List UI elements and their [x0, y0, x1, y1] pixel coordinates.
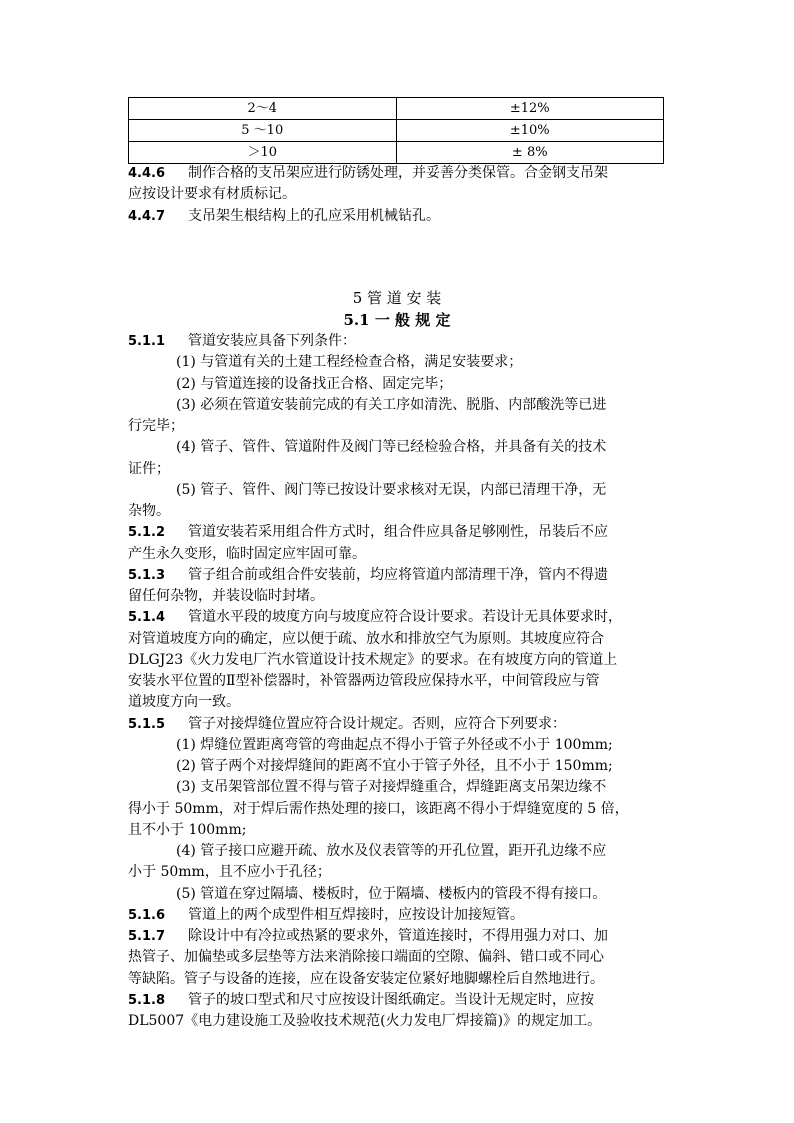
clause-number: 4.4.6 — [128, 166, 166, 181]
text-line — [128, 862, 673, 882]
line-text: 管子的坡口型式和尺寸应按设计图纸确定。当设计无规定时，应按 — [188, 991, 594, 1008]
clause-line — [128, 206, 673, 227]
clause-line — [128, 522, 673, 543]
range-cell: ＞10 — [129, 142, 397, 164]
clause-number: 5.1.2 — [128, 525, 166, 541]
clause-line — [128, 163, 673, 184]
range-cell: 5 ～10 — [129, 120, 397, 142]
line-text: 管道水平段的坡度方向与坡度应符合设计要求。若设计无具体要求时， — [188, 609, 622, 626]
line-text: DLGJ23《火力发电厂汽水管道设计技术规定》的要求。在有坡度方向的管道上 — [128, 651, 618, 668]
text-line — [128, 799, 673, 819]
line-text: (5) 管子、管件、阀门等已按设计要求核对无误，内部已清理干净，无 — [176, 481, 607, 498]
clause-number: 5.1.3 — [128, 567, 166, 583]
text-line — [176, 735, 673, 755]
line-text: 安装水平位置的Ⅱ型补偿器时，补管器两边管段应保持水平，中间管段应与管 — [128, 673, 600, 689]
line-text: 管道安装应具备下列条件： — [188, 333, 356, 349]
range-cell: 2～4 — [129, 98, 397, 120]
text-line — [176, 480, 673, 500]
text-line — [176, 884, 673, 904]
text-line — [128, 184, 673, 204]
clause-line — [128, 905, 673, 926]
tolerance-cell: ±12% — [396, 98, 664, 120]
line-text: 证件； — [128, 460, 170, 477]
line-text: 热管子、加偏垫或多层垫等方法来消除接口端面的空隙、偏斜、错口或不同心 — [128, 949, 604, 966]
text-line — [128, 586, 673, 606]
section-title — [0, 309, 794, 331]
line-text: 行完毕； — [128, 418, 184, 434]
line-text: DL5007《电力建设施工及验收技术规范(火力发电厂焊接篇)》的规定加工。 — [128, 1013, 602, 1029]
line-text: (3) 支吊架管部位置不得与管子对接焊缝重合，焊缝距离支吊架边缘不 — [176, 779, 607, 796]
text-line — [176, 352, 673, 372]
line-text: 应按设计要求有材质标记。 — [128, 186, 296, 202]
chapter-title: 5 管 道 安 装 — [352, 289, 442, 307]
line-text: (2) 与管道连接的设备找正合格、固定完毕； — [176, 375, 453, 392]
table-row — [129, 120, 664, 142]
line-text: 支吊架生根结构上的孔应采用机械钻孔。 — [188, 208, 440, 224]
line-text: 等缺陷。管子与设备的连接，应在设备安装定位紧好地脚螺栓后自然地进行。 — [128, 970, 604, 987]
line-text: 管子对接焊缝位置应符合设计规定。否则，应符合下列要求： — [188, 715, 566, 732]
text-line — [128, 501, 673, 521]
section-title-text: 5.1 一 般 规 定 — [343, 311, 451, 329]
clause-number: 5.1.7 — [128, 929, 166, 944]
clause-number: 5.1.4 — [128, 610, 166, 626]
line-text: 管道上的两个成型件相互焊接时，应按设计加接短管。 — [188, 906, 524, 923]
line-text: (2) 管子两个对接焊缝间的距离不宜小于管子外径，且不小于 150mm; — [176, 758, 613, 774]
line-text: (4) 管子、管件、管道附件及阀门等已经检验合格，并具备有关的技术 — [176, 439, 607, 456]
clause-number: 5.1.5 — [128, 716, 166, 732]
clause-number: 5.1.8 — [128, 992, 166, 1008]
text-line — [128, 650, 673, 670]
line-text: 对管道坡度方向的确定，应以便于疏、放水和排放空气为原则。其坡度应符合 — [128, 630, 604, 647]
line-text: (1) 焊缝位置距离弯管的弯曲起点不得小于管子外径或不小于 100mm; — [176, 736, 613, 753]
text-line — [128, 820, 673, 840]
text-line — [128, 1011, 673, 1031]
text-line — [128, 969, 673, 989]
text-line — [176, 756, 673, 776]
clause-line — [128, 331, 673, 352]
text-line — [128, 692, 673, 712]
line-text: 且不小于 100mm; — [128, 821, 247, 838]
line-text: 得小于 50mm，对于焊后需作热处理的接口，该距离不得小于焊缝宽度的 5 倍， — [128, 800, 629, 817]
line-text: (1) 与管道有关的土建工程经检查合格，满足安装要求； — [176, 354, 523, 371]
line-text: (4) 管子接口应避开疏、放水及仪表管等的开孔位置，距开孔边缘不应 — [176, 843, 607, 859]
clause-line — [128, 926, 673, 947]
clause-line — [128, 714, 673, 735]
line-text: 管道安装若采用组合件方式时，组合件应具备足够刚性，吊装后不应 — [188, 524, 608, 541]
line-text: 留任何杂物，并装设临时封堵。 — [128, 588, 324, 604]
clause-line — [128, 565, 673, 586]
text-line — [176, 777, 673, 797]
line-text: 道坡度方向一致。 — [128, 694, 240, 711]
line-text: (5) 管道在穿过隔墙、楼板时，位于隔墙、楼板内的管段不得有接口。 — [176, 885, 607, 902]
text-line — [128, 947, 673, 967]
line-text: 产生永久变形，临时固定应牢固可靠。 — [128, 545, 366, 562]
clause-number: 5.1.6 — [128, 907, 166, 923]
line-text: 制作合格的支吊架应进行防锈处理，并妥善分类保管。合金钢支吊架 — [188, 165, 608, 181]
text-line — [176, 437, 673, 457]
clause-line — [128, 990, 673, 1011]
text-line — [128, 544, 673, 564]
line-text: 除设计中有冷拉或热紧的要求外，管道连接时，不得用强力对口、加 — [188, 928, 608, 944]
table-row — [129, 98, 664, 120]
line-text: 杂物。 — [128, 503, 170, 519]
text-line — [176, 841, 673, 861]
table-row — [129, 142, 664, 164]
clause-line — [128, 607, 673, 628]
tolerance-cell: ±10% — [396, 120, 664, 142]
line-text: (3) 必须在管道安装前完成的有关工序如清洗、脱脂、内部酸洗等已进 — [176, 396, 607, 413]
clause-number: 5.1.1 — [128, 334, 166, 349]
text-line — [176, 374, 673, 394]
text-line — [128, 671, 673, 691]
line-text: 小于 50mm，且不应小于孔径； — [128, 864, 331, 881]
line-text: 管子组合前或组合件安装前，均应将管道内部清理干净，管内不得遗 — [188, 566, 608, 583]
text-line — [176, 395, 673, 415]
text-line — [128, 629, 673, 649]
tolerance-table — [128, 97, 664, 164]
text-line — [128, 459, 673, 479]
clause-number: 4.4.7 — [128, 209, 166, 224]
tolerance-cell: ± 8% — [396, 142, 664, 164]
text-line — [128, 416, 673, 436]
